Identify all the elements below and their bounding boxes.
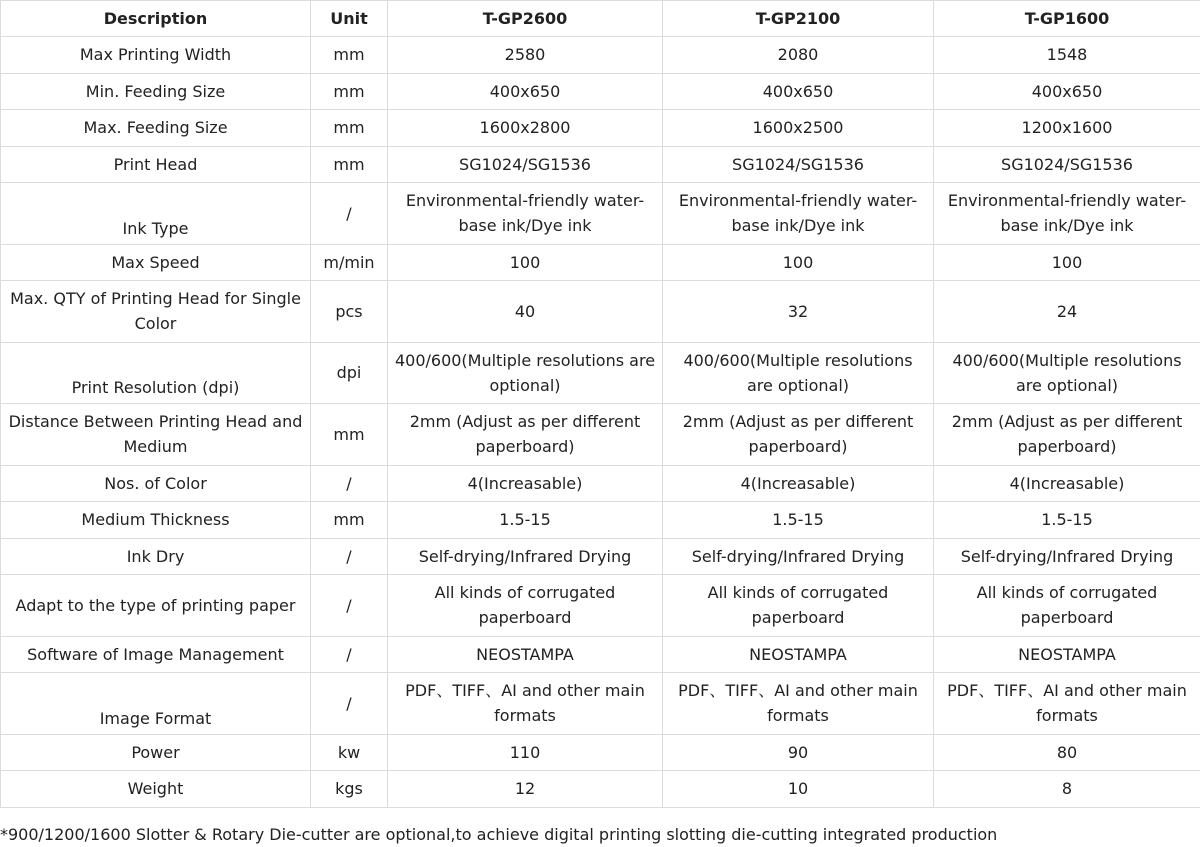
spec-value-model-2: SG1024/SG1536 <box>663 146 934 183</box>
spec-value-model-1: 4(Increasable) <box>388 465 663 502</box>
footnote: *900/1200/1600 Slotter & Rotary Die-cutter are optional,to achieve digital printing slotting die-cutting integrated production <box>0 823 1200 847</box>
spec-table-body <box>1 37 1200 808</box>
spec-value-model-1: Environmental-friendly water-base ink/Dye ink <box>388 183 663 245</box>
spec-unit: m/min <box>311 244 388 281</box>
spec-description: Max Printing Width <box>1 37 311 74</box>
spec-value-model-2: 1.5-15 <box>663 502 934 539</box>
spec-value-model-3: 1200x1600 <box>934 110 1200 147</box>
spec-value-model-2: 2mm (Adjust as per different paperboard) <box>663 404 934 466</box>
header-model-2: T-GP2100 <box>663 1 934 37</box>
spec-unit: / <box>311 636 388 673</box>
spec-description: Image Format <box>1 673 311 735</box>
spec-value-model-3: 80 <box>934 734 1200 771</box>
spec-value-model-3: 400/600(Multiple resolutions are optional) <box>934 342 1200 404</box>
table-row <box>1 636 1200 673</box>
spec-description: Print Resolution (dpi) <box>1 342 311 404</box>
spec-value-model-2: NEOSTAMPA <box>663 636 934 673</box>
table-row <box>1 538 1200 575</box>
header-description: Description <box>1 1 311 37</box>
spec-value-model-3: 1.5-15 <box>934 502 1200 539</box>
spec-unit: / <box>311 673 388 735</box>
spec-unit: kgs <box>311 771 388 808</box>
spec-unit: / <box>311 575 388 637</box>
spec-value-model-3: PDF、TIFF、AI and other main formats <box>934 673 1200 735</box>
spec-value-model-3: 24 <box>934 281 1200 343</box>
spec-value-model-1: 2mm (Adjust as per different paperboard) <box>388 404 663 466</box>
spec-value-model-3: 8 <box>934 771 1200 808</box>
spec-unit: kw <box>311 734 388 771</box>
spec-value-model-1: 110 <box>388 734 663 771</box>
spec-unit: mm <box>311 37 388 74</box>
table-row <box>1 575 1200 637</box>
spec-description: Max Speed <box>1 244 311 281</box>
table-row <box>1 465 1200 502</box>
table-row <box>1 73 1200 110</box>
spec-value-model-3: NEOSTAMPA <box>934 636 1200 673</box>
table-row <box>1 502 1200 539</box>
spec-description: Print Head <box>1 146 311 183</box>
spec-description: Power <box>1 734 311 771</box>
table-row <box>1 734 1200 771</box>
spec-value-model-2: PDF、TIFF、AI and other main formats <box>663 673 934 735</box>
spec-value-model-1: NEOSTAMPA <box>388 636 663 673</box>
spec-value-model-2: 2080 <box>663 37 934 74</box>
spec-unit: mm <box>311 110 388 147</box>
table-row <box>1 37 1200 74</box>
spec-description: Nos. of Color <box>1 465 311 502</box>
header-row <box>1 1 1200 37</box>
spec-value-model-2: 400/600(Multiple resolutions are optional) <box>663 342 934 404</box>
spec-value-model-1: 40 <box>388 281 663 343</box>
spec-unit: / <box>311 538 388 575</box>
spec-unit: / <box>311 183 388 245</box>
spec-description: Max. QTY of Printing Head for Single Color <box>1 281 311 343</box>
spec-value-model-3: 4(Increasable) <box>934 465 1200 502</box>
header-model-3: T-GP1600 <box>934 1 1200 37</box>
spec-value-model-1: SG1024/SG1536 <box>388 146 663 183</box>
spec-value-model-1: Self-drying/Infrared Drying <box>388 538 663 575</box>
header-unit: Unit <box>311 1 388 37</box>
spec-unit: mm <box>311 404 388 466</box>
spec-value-model-2: 1600x2500 <box>663 110 934 147</box>
table-row <box>1 404 1200 466</box>
spec-value-model-2: 10 <box>663 771 934 808</box>
table-row <box>1 342 1200 404</box>
spec-value-model-3: 1548 <box>934 37 1200 74</box>
table-row <box>1 244 1200 281</box>
spec-value-model-3: All kinds of corrugated paperboard <box>934 575 1200 637</box>
spec-value-model-1: 1600x2800 <box>388 110 663 147</box>
spec-description: Adapt to the type of printing paper <box>1 575 311 637</box>
spec-value-model-2: 400x650 <box>663 73 934 110</box>
spec-unit: dpi <box>311 342 388 404</box>
spec-value-model-2: All kinds of corrugated paperboard <box>663 575 934 637</box>
spec-value-model-1: All kinds of corrugated paperboard <box>388 575 663 637</box>
table-row <box>1 110 1200 147</box>
header-model-1: T-GP2600 <box>388 1 663 37</box>
spec-value-model-1: 1.5-15 <box>388 502 663 539</box>
spec-description: Min. Feeding Size <box>1 73 311 110</box>
spec-description: Ink Dry <box>1 538 311 575</box>
spec-value-model-1: 100 <box>388 244 663 281</box>
spec-value-model-3: SG1024/SG1536 <box>934 146 1200 183</box>
spec-unit: mm <box>311 502 388 539</box>
table-row <box>1 281 1200 343</box>
spec-value-model-3: 2mm (Adjust as per different paperboard) <box>934 404 1200 466</box>
spec-unit: mm <box>311 73 388 110</box>
table-row <box>1 183 1200 245</box>
spec-value-model-1: PDF、TIFF、AI and other main formats <box>388 673 663 735</box>
spec-value-model-3: 100 <box>934 244 1200 281</box>
spec-value-model-2: 4(Increasable) <box>663 465 934 502</box>
spec-unit: / <box>311 465 388 502</box>
spec-description: Software of Image Management <box>1 636 311 673</box>
spec-description: Medium Thickness <box>1 502 311 539</box>
spec-value-model-3: 400x650 <box>934 73 1200 110</box>
spec-value-model-1: 400x650 <box>388 73 663 110</box>
spec-description: Distance Between Printing Head and Medium <box>1 404 311 466</box>
spec-value-model-1: 400/600(Multiple resolutions are optional) <box>388 342 663 404</box>
spec-value-model-3: Self-drying/Infrared Drying <box>934 538 1200 575</box>
spec-description: Max. Feeding Size <box>1 110 311 147</box>
spec-value-model-1: 12 <box>388 771 663 808</box>
table-row <box>1 146 1200 183</box>
spec-value-model-2: 100 <box>663 244 934 281</box>
spec-unit: mm <box>311 146 388 183</box>
spec-value-model-2: Environmental-friendly water-base ink/Dye ink <box>663 183 934 245</box>
spec-unit: pcs <box>311 281 388 343</box>
spec-description: Ink Type <box>1 183 311 245</box>
table-row <box>1 771 1200 808</box>
spec-value-model-2: Self-drying/Infrared Drying <box>663 538 934 575</box>
spec-value-model-2: 32 <box>663 281 934 343</box>
spec-value-model-3: Environmental-friendly water-base ink/Dye ink <box>934 183 1200 245</box>
spec-description: Weight <box>1 771 311 808</box>
spec-value-model-2: 90 <box>663 734 934 771</box>
spec-value-model-1: 2580 <box>388 37 663 74</box>
table-row <box>1 673 1200 735</box>
